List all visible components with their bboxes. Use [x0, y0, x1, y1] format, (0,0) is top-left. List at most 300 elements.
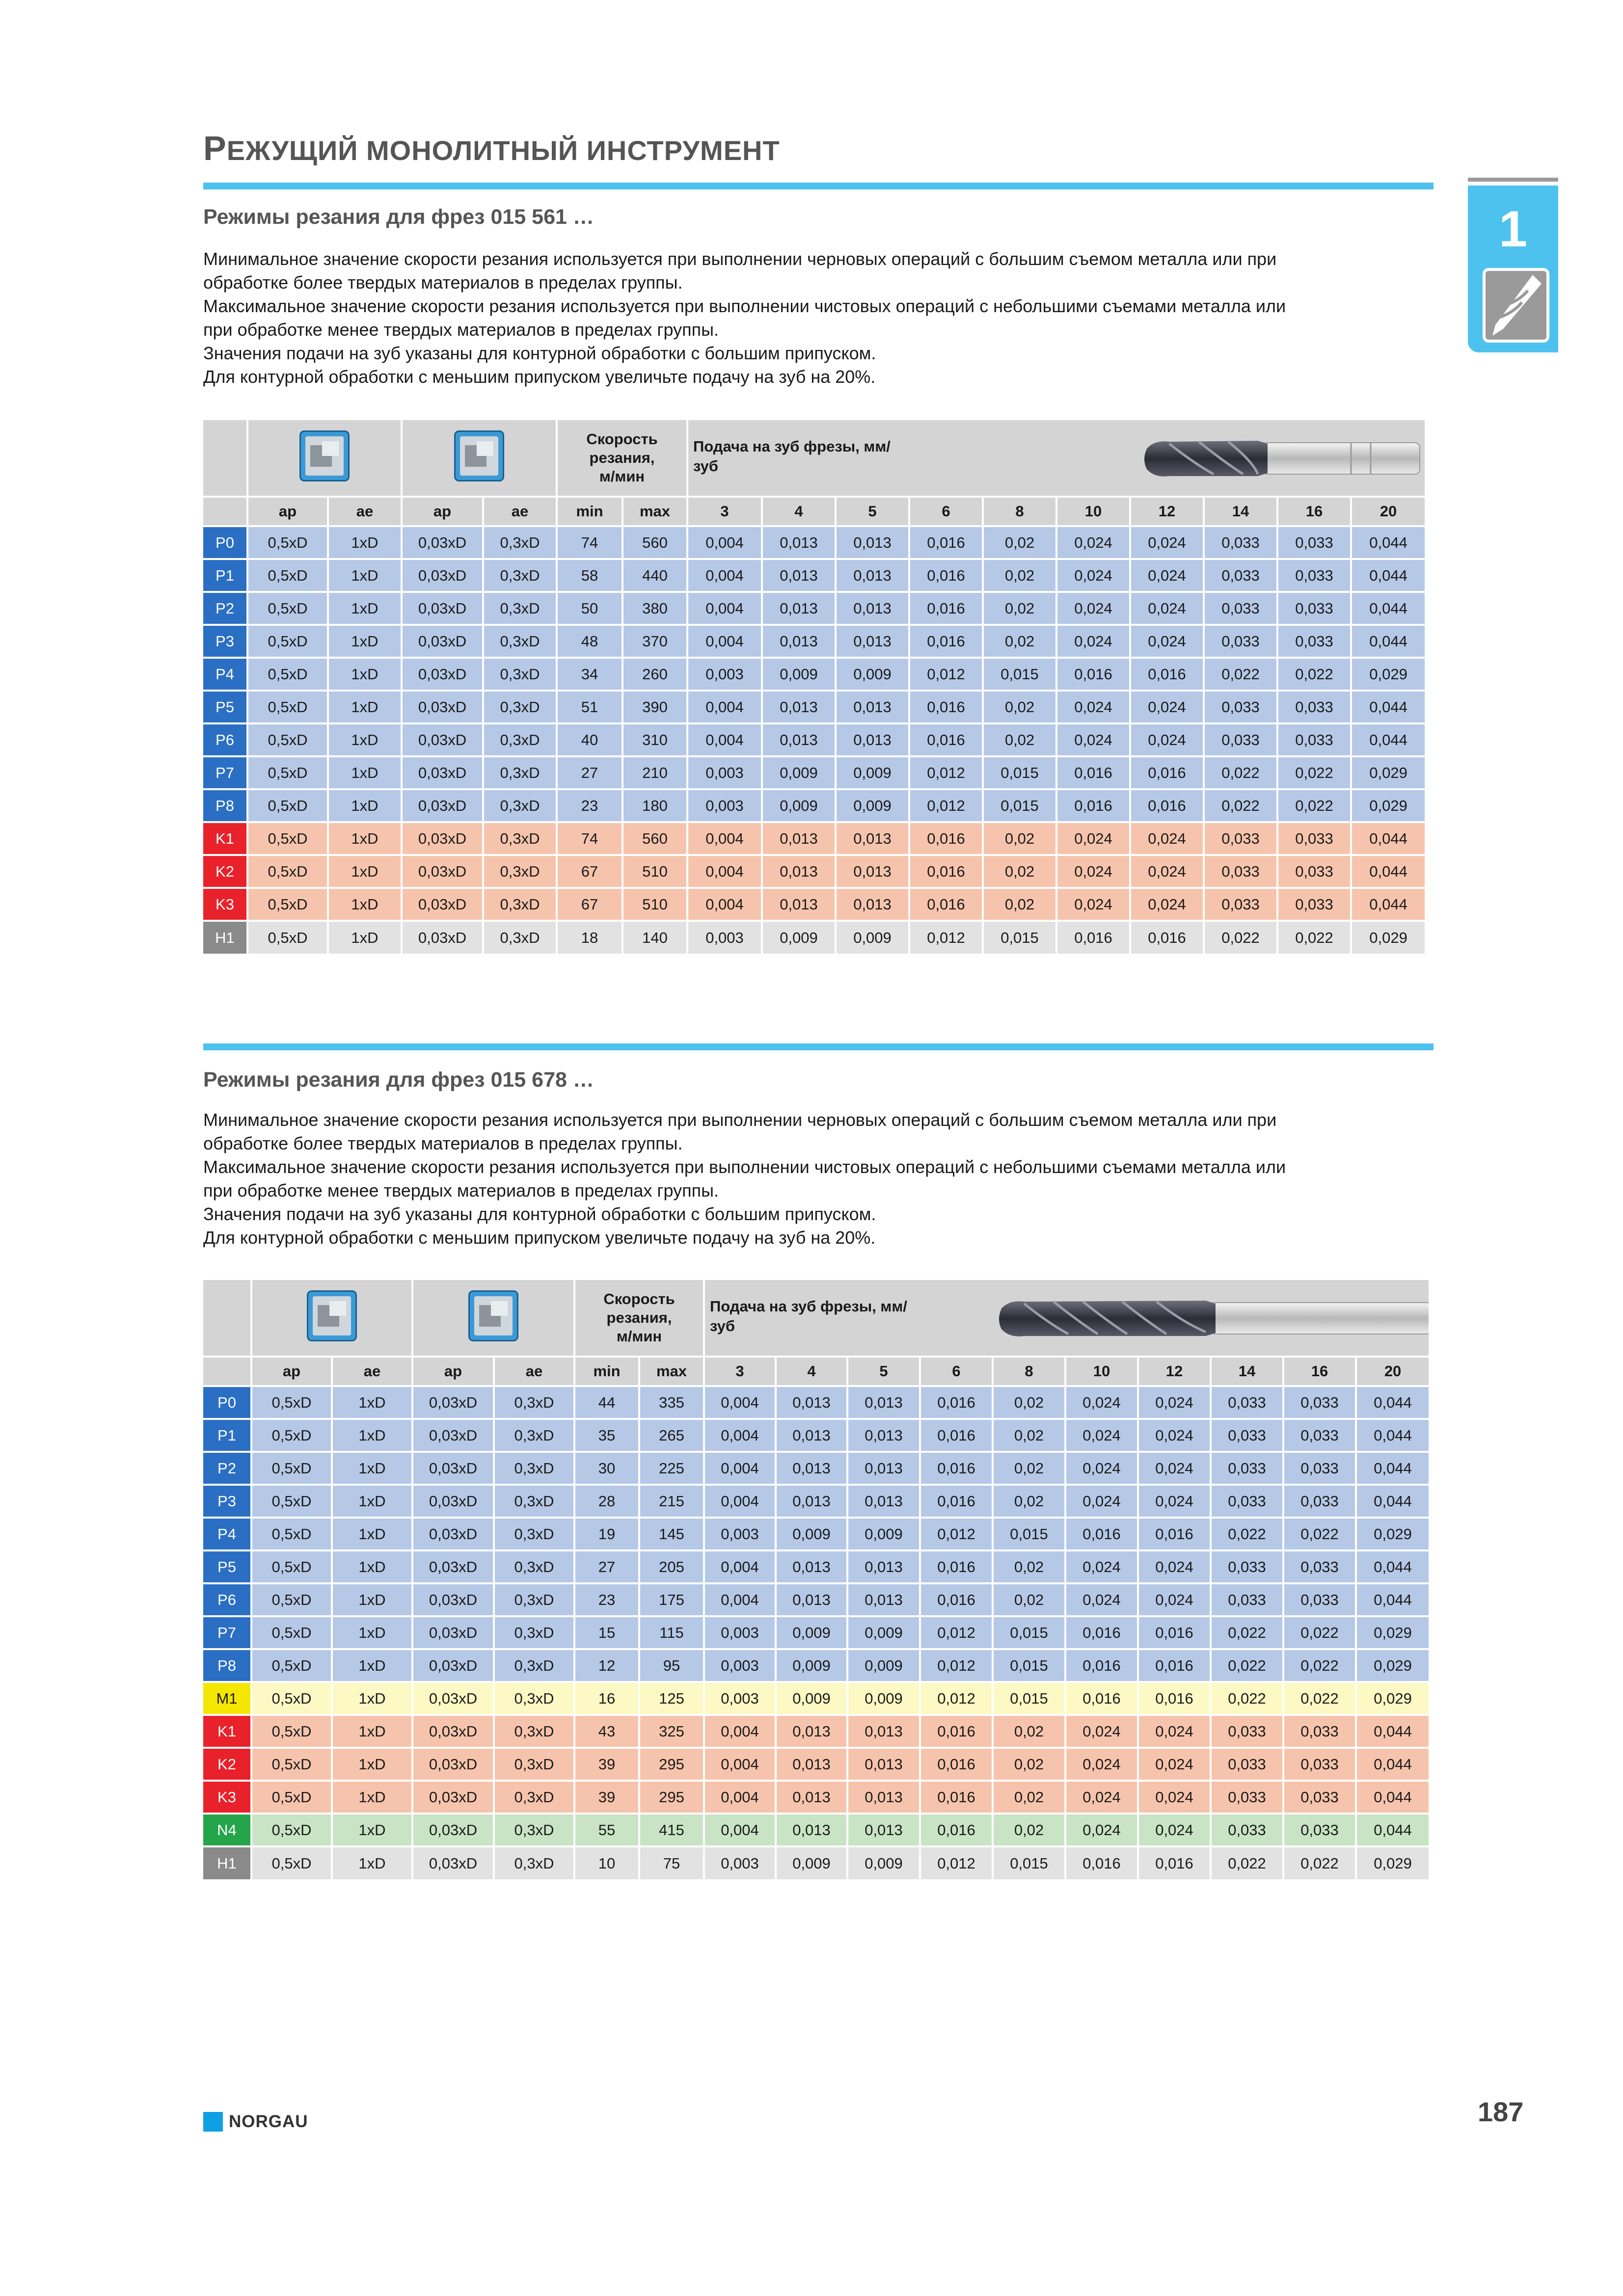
- table-cell: 0,013: [776, 1814, 847, 1846]
- column-header: 6: [909, 497, 983, 526]
- table-cell: 55: [574, 1814, 639, 1846]
- table-cell: 0,044: [1356, 1419, 1429, 1452]
- table-cell: 0,03xD: [402, 592, 483, 625]
- table-cell: 0,03xD: [402, 921, 483, 954]
- table-cell: 0,022: [1204, 789, 1277, 822]
- table-cell: 0,015: [983, 921, 1056, 954]
- table-cell: 0,012: [920, 1518, 993, 1550]
- table-cell: 1xD: [332, 1419, 412, 1452]
- table-cell: 34: [557, 658, 622, 691]
- table-cell: 0,02: [983, 559, 1056, 592]
- table-cell: 0,013: [847, 1386, 920, 1419]
- table-cell: 0,013: [776, 1715, 847, 1748]
- side-milling-icon: [468, 1290, 518, 1341]
- table-cell: 0,024: [1065, 1452, 1138, 1485]
- table-cell: 0,033: [1283, 1485, 1356, 1518]
- table-cell: 180: [622, 789, 687, 822]
- table-cell: 0,044: [1351, 822, 1425, 855]
- table-cell: 0,013: [836, 855, 909, 888]
- table-cell: 74: [557, 526, 622, 559]
- table-cell: 0,5xD: [247, 756, 328, 789]
- table-cell: 0,016: [1130, 756, 1204, 789]
- table-cell: 0,033: [1204, 559, 1277, 592]
- table-cell: 0,004: [704, 1452, 776, 1485]
- table-row: [203, 1781, 1429, 1814]
- table-cell: 0,016: [909, 625, 983, 658]
- table-cell: 225: [639, 1452, 704, 1485]
- table-cell: 0,03xD: [402, 625, 483, 658]
- end-mill-icon: [995, 1289, 1429, 1348]
- table-cell: 0,016: [920, 1386, 993, 1419]
- table-cell: 0,03xD: [412, 1814, 494, 1846]
- table-cell: 0,016: [1130, 789, 1204, 822]
- table-cell: 325: [639, 1715, 704, 1748]
- table-cell: 0,024: [1138, 1814, 1211, 1846]
- table-cell: 0,5xD: [247, 723, 328, 756]
- table-cell: 0,02: [983, 592, 1056, 625]
- table-cell: 0,03xD: [412, 1748, 494, 1781]
- table-cell: 27: [557, 756, 622, 789]
- table-cell: 0,3xD: [483, 723, 557, 756]
- table-cell: 0,022: [1204, 921, 1277, 954]
- table-cell: 205: [639, 1550, 704, 1583]
- table-cell: 0,3xD: [483, 559, 557, 592]
- table-cell: 0,015: [993, 1518, 1065, 1550]
- table-cell: 0,016: [909, 822, 983, 855]
- norgau-logo-text: NORGAU: [229, 2112, 308, 2131]
- table-cell: 0,009: [847, 1518, 920, 1550]
- table-cell: 1xD: [332, 1682, 412, 1715]
- feed-header: Подача на зуб фрезы, мм/зуб: [704, 1280, 1429, 1357]
- column-header: 20: [1356, 1357, 1429, 1386]
- table-row: [203, 691, 1425, 723]
- table-cell: 0,5xD: [251, 1518, 332, 1550]
- table-cell: 0,3xD: [494, 1386, 574, 1419]
- column-header: 16: [1277, 497, 1351, 526]
- table-cell: 0,024: [1130, 526, 1204, 559]
- table-row: [203, 658, 1425, 691]
- slot-milling-icon-cell: [247, 420, 402, 497]
- table-cell: 0,5xD: [251, 1485, 332, 1518]
- table-cell: 1xD: [332, 1485, 412, 1518]
- table-cell: 0,012: [909, 756, 983, 789]
- table-cell: 16: [574, 1682, 639, 1715]
- table-cell: 0,033: [1277, 723, 1351, 756]
- table-cell: 0,033: [1211, 1814, 1283, 1846]
- table-cell: 0,013: [776, 1485, 847, 1518]
- table-cell: 0,015: [983, 789, 1056, 822]
- table-cell: 0,003: [687, 658, 762, 691]
- table-cell: 0,5xD: [247, 658, 328, 691]
- table-cell: 0,044: [1356, 1715, 1429, 1748]
- table-cell: 0,009: [847, 1649, 920, 1682]
- table-cell: 0,3xD: [494, 1616, 574, 1649]
- table-cell: 0,004: [687, 625, 762, 658]
- table-cell: 0,02: [993, 1715, 1065, 1748]
- table-cell: 0,024: [1056, 526, 1130, 559]
- table-cell: 0,029: [1351, 658, 1425, 691]
- table-cell: 0,02: [983, 822, 1056, 855]
- table-cell: 0,022: [1211, 1649, 1283, 1682]
- table-row: [203, 1846, 1429, 1879]
- material-code: P3: [203, 625, 247, 658]
- table-cell: 0,033: [1277, 625, 1351, 658]
- table-cell: 0,03xD: [412, 1846, 494, 1879]
- table-cell: 0,033: [1283, 1386, 1356, 1419]
- table-cell: 0,024: [1056, 592, 1130, 625]
- table-cell: 0,004: [704, 1814, 776, 1846]
- table-cell: 0,013: [836, 822, 909, 855]
- table-cell: 0,024: [1138, 1583, 1211, 1616]
- table-cell: 0,022: [1283, 1518, 1356, 1550]
- table-cell: 0,3xD: [483, 789, 557, 822]
- table-cell: 0,03xD: [402, 822, 483, 855]
- table-cell: 0,024: [1138, 1485, 1211, 1518]
- table-row: [203, 1485, 1429, 1518]
- table-cell: 1xD: [332, 1452, 412, 1485]
- table-cell: 0,015: [993, 1649, 1065, 1682]
- table-cell: 265: [639, 1419, 704, 1452]
- table-cell: 0,015: [993, 1682, 1065, 1715]
- table-cell: 0,03xD: [402, 691, 483, 723]
- table-cell: 0,024: [1138, 1781, 1211, 1814]
- table-cell: 0,3xD: [483, 625, 557, 658]
- table-cell: 0,024: [1138, 1419, 1211, 1452]
- table-cell: 0,009: [776, 1846, 847, 1879]
- table-cell: 0,03xD: [402, 559, 483, 592]
- table-cell: 0,029: [1351, 756, 1425, 789]
- column-header: ae: [328, 497, 402, 526]
- table-cell: 1xD: [332, 1518, 412, 1550]
- table-cell: 0,024: [1065, 1583, 1138, 1616]
- material-code: K3: [203, 1781, 251, 1814]
- table-cell: 0,02: [993, 1550, 1065, 1583]
- table-cell: 50: [557, 592, 622, 625]
- table-cell: 0,016: [1065, 1649, 1138, 1682]
- table-cell: 0,003: [687, 789, 762, 822]
- table-cell: 0,022: [1211, 1518, 1283, 1550]
- table-cell: 0,016: [1065, 1518, 1138, 1550]
- material-code: H1: [203, 1846, 251, 1879]
- table-cell: 0,024: [1056, 822, 1130, 855]
- table-row: [203, 756, 1425, 789]
- table-cell: 0,022: [1277, 658, 1351, 691]
- table-cell: 0,013: [776, 1781, 847, 1814]
- table-cell: 0,033: [1211, 1748, 1283, 1781]
- table-cell: 0,012: [920, 1649, 993, 1682]
- table-cell: 0,02: [993, 1485, 1065, 1518]
- table-cell: 0,5xD: [247, 625, 328, 658]
- table-cell: 43: [574, 1715, 639, 1748]
- column-header: max: [622, 497, 687, 526]
- table-cell: 0,03xD: [412, 1616, 494, 1649]
- table-cell: 0,3xD: [483, 822, 557, 855]
- table-cell: 0,02: [983, 888, 1056, 921]
- table-cell: 0,024: [1056, 855, 1130, 888]
- table-cell: 0,016: [1056, 789, 1130, 822]
- table-cell: 0,024: [1130, 888, 1204, 921]
- table-cell: 0,044: [1351, 559, 1425, 592]
- side-milling-icon: [454, 430, 504, 481]
- table-cell: 0,004: [704, 1550, 776, 1583]
- table-cell: 0,044: [1356, 1814, 1429, 1846]
- section-1-title: Режимы резания для фрез 015 561 …: [203, 205, 594, 229]
- material-code: K1: [203, 822, 247, 855]
- table-cell: 0,03xD: [412, 1452, 494, 1485]
- table-cell: 140: [622, 921, 687, 954]
- table-cell: 0,016: [1065, 1846, 1138, 1879]
- material-code: H1: [203, 921, 247, 954]
- table-cell: 0,3xD: [494, 1518, 574, 1550]
- norgau-logo-mark: [203, 2112, 223, 2132]
- table-cell: 0,013: [847, 1550, 920, 1583]
- table-cell: 0,03xD: [402, 789, 483, 822]
- table-cell: 0,009: [776, 1518, 847, 1550]
- table-cell: 0,02: [993, 1748, 1065, 1781]
- table-cell: 0,013: [762, 559, 836, 592]
- material-code: P6: [203, 1583, 251, 1616]
- table-cell: 0,03xD: [412, 1583, 494, 1616]
- table-cell: 0,024: [1065, 1485, 1138, 1518]
- table-cell: 1xD: [328, 592, 402, 625]
- table-cell: 0,016: [1138, 1846, 1211, 1879]
- table-cell: 0,03xD: [412, 1386, 494, 1419]
- table-cell: 0,013: [847, 1419, 920, 1452]
- table-cell: 1xD: [328, 789, 402, 822]
- table-cell: 0,3xD: [483, 526, 557, 559]
- page-number: 187: [1478, 2096, 1524, 2127]
- table-cell: 0,029: [1356, 1682, 1429, 1715]
- table-cell: 39: [574, 1748, 639, 1781]
- table-cell: 0,009: [776, 1616, 847, 1649]
- table-cell: 0,033: [1283, 1583, 1356, 1616]
- table-cell: 0,024: [1065, 1781, 1138, 1814]
- table-cell: 0,044: [1356, 1485, 1429, 1518]
- column-header: 4: [762, 497, 836, 526]
- table-cell: 0,022: [1204, 658, 1277, 691]
- feed-header: Подача на зуб фрезы, мм/зуб: [687, 420, 1425, 497]
- table-cell: 0,024: [1138, 1452, 1211, 1485]
- table-cell: 0,044: [1351, 625, 1425, 658]
- table-cell: 0,044: [1356, 1781, 1429, 1814]
- material-code: P2: [203, 1452, 251, 1485]
- table-cell: 0,3xD: [494, 1748, 574, 1781]
- table-cell: 0,003: [704, 1616, 776, 1649]
- table-cell: 0,013: [762, 723, 836, 756]
- table-cell: 0,009: [836, 921, 909, 954]
- table-cell: 0,016: [1056, 756, 1130, 789]
- table-cell: 0,022: [1277, 921, 1351, 954]
- page-title: РЕЖУЩИЙ МОНОЛИТНЫЙ ИНСТРУМЕНТ: [203, 129, 780, 167]
- table-cell: 0,044: [1351, 888, 1425, 921]
- column-header: ap: [251, 1357, 332, 1386]
- table-cell: 0,3xD: [494, 1550, 574, 1583]
- table-cell: 0,5xD: [247, 789, 328, 822]
- table-cell: 0,004: [687, 592, 762, 625]
- column-header: ae: [494, 1357, 574, 1386]
- table-cell: 0,02: [983, 625, 1056, 658]
- table-cell: 0,033: [1277, 691, 1351, 723]
- table-cell: 15: [574, 1616, 639, 1649]
- table-cell: 0,5xD: [251, 1616, 332, 1649]
- table-cell: 0,5xD: [247, 822, 328, 855]
- table-cell: 0,03xD: [412, 1781, 494, 1814]
- table-cell: 0,03xD: [402, 526, 483, 559]
- table-cell: 0,004: [704, 1583, 776, 1616]
- table-cell: 0,016: [920, 1781, 993, 1814]
- table-cell: 0,013: [847, 1781, 920, 1814]
- table-cell: 0,024: [1138, 1386, 1211, 1419]
- table-cell: 0,3xD: [483, 691, 557, 723]
- side-milling-icon-cell: [412, 1280, 574, 1357]
- table-cell: 0,044: [1356, 1452, 1429, 1485]
- table-cell: 0,024: [1065, 1814, 1138, 1846]
- table-cell: 0,015: [993, 1616, 1065, 1649]
- table-cell: 0,3xD: [494, 1715, 574, 1748]
- table-cell: 0,033: [1211, 1550, 1283, 1583]
- table-cell: 1xD: [328, 559, 402, 592]
- table-cell: 0,013: [762, 888, 836, 921]
- table-cell: 0,03xD: [412, 1485, 494, 1518]
- table-cell: 35: [574, 1419, 639, 1452]
- table-cell: 1xD: [328, 756, 402, 789]
- section-2-title: Режимы резания для фрез 015 678 …: [203, 1068, 594, 1092]
- table-cell: 0,016: [909, 855, 983, 888]
- material-code: P0: [203, 1386, 251, 1419]
- table-cell: 0,013: [847, 1748, 920, 1781]
- table-row: [203, 789, 1425, 822]
- table-cell: 95: [639, 1649, 704, 1682]
- table-cell: 18: [557, 921, 622, 954]
- table-cell: 0,024: [1065, 1386, 1138, 1419]
- table-cell: 0,016: [1065, 1682, 1138, 1715]
- table-cell: 0,5xD: [251, 1649, 332, 1682]
- table-cell: 0,009: [762, 658, 836, 691]
- table-cell: 0,004: [687, 559, 762, 592]
- table-cell: 0,004: [704, 1485, 776, 1518]
- table-cell: 0,016: [1130, 921, 1204, 954]
- table-cell: 0,044: [1356, 1583, 1429, 1616]
- table-cell: 0,016: [1056, 658, 1130, 691]
- table-cell: 0,5xD: [251, 1682, 332, 1715]
- material-code: K2: [203, 1748, 251, 1781]
- cutting-data-table: [203, 1280, 1429, 1879]
- table-cell: 0,044: [1351, 691, 1425, 723]
- title-rule: [203, 183, 1434, 189]
- table-cell: 0,03xD: [402, 723, 483, 756]
- table-cell: 30: [574, 1452, 639, 1485]
- table-cell: 380: [622, 592, 687, 625]
- table-cell: 0,044: [1356, 1386, 1429, 1419]
- column-header: 20: [1351, 497, 1425, 526]
- table-cell: 0,044: [1351, 526, 1425, 559]
- table-cell: 0,03xD: [412, 1715, 494, 1748]
- table-cell: 0,022: [1277, 756, 1351, 789]
- table-cell: 1xD: [328, 691, 402, 723]
- table-cell: 0,004: [687, 888, 762, 921]
- table-cell: 0,029: [1356, 1846, 1429, 1879]
- table-cell: 0,033: [1277, 526, 1351, 559]
- table-row: [203, 855, 1425, 888]
- table-cell: 0,5xD: [247, 592, 328, 625]
- table-cell: 0,03xD: [412, 1550, 494, 1583]
- table-cell: 0,009: [847, 1846, 920, 1879]
- table-cell: 0,033: [1204, 822, 1277, 855]
- table-row: [203, 592, 1425, 625]
- table-cell: 0,013: [762, 855, 836, 888]
- table-cell: 0,024: [1138, 1715, 1211, 1748]
- table-cell: 0,012: [909, 921, 983, 954]
- column-header: 10: [1056, 497, 1130, 526]
- table-cell: 0,022: [1204, 756, 1277, 789]
- table-cell: 0,022: [1283, 1616, 1356, 1649]
- table-cell: 0,016: [909, 592, 983, 625]
- table-cell: 0,016: [909, 888, 983, 921]
- table-cell: 0,013: [836, 592, 909, 625]
- table-cell: 0,033: [1204, 723, 1277, 756]
- table-cell: 0,009: [836, 756, 909, 789]
- table-cell: 0,013: [762, 691, 836, 723]
- table-cell: 0,004: [687, 526, 762, 559]
- table-cell: 145: [639, 1518, 704, 1550]
- column-header: max: [639, 1357, 704, 1386]
- column-header: ap: [402, 497, 483, 526]
- column-header: 12: [1138, 1357, 1211, 1386]
- material-code: P3: [203, 1485, 251, 1518]
- corner-sub-cell: [203, 1357, 251, 1386]
- table-cell: 125: [639, 1682, 704, 1715]
- table-cell: 0,033: [1211, 1715, 1283, 1748]
- table-cell: 0,013: [847, 1452, 920, 1485]
- material-code: P1: [203, 559, 247, 592]
- table-cell: 51: [557, 691, 622, 723]
- table-cell: 0,3xD: [494, 1814, 574, 1846]
- material-code: P0: [203, 526, 247, 559]
- table-row: [203, 921, 1425, 954]
- table-cell: 0,033: [1283, 1452, 1356, 1485]
- slot-milling-icon: [299, 430, 350, 481]
- table-cell: 0,013: [836, 559, 909, 592]
- table-cell: 0,5xD: [251, 1748, 332, 1781]
- table-cell: 1xD: [332, 1715, 412, 1748]
- corner-cell: [203, 420, 247, 497]
- table-cell: 0,016: [1138, 1682, 1211, 1715]
- column-header: 3: [704, 1357, 776, 1386]
- table-cell: 0,009: [847, 1682, 920, 1715]
- table-cell: 0,02: [983, 723, 1056, 756]
- table-cell: 1xD: [328, 921, 402, 954]
- column-header: 5: [836, 497, 909, 526]
- table-cell: 0,013: [762, 625, 836, 658]
- table-cell: 0,5xD: [247, 559, 328, 592]
- table-cell: 260: [622, 658, 687, 691]
- end-mill-icon: [1140, 429, 1425, 488]
- table-row: [203, 1452, 1429, 1485]
- table-cell: 0,033: [1204, 592, 1277, 625]
- table-cell: 0,029: [1351, 921, 1425, 954]
- table-cell: 0,02: [993, 1452, 1065, 1485]
- table-cell: 0,009: [836, 789, 909, 822]
- table-cell: 0,003: [704, 1682, 776, 1715]
- table-cell: 210: [622, 756, 687, 789]
- table-cell: 0,004: [704, 1748, 776, 1781]
- table-cell: 0,033: [1283, 1814, 1356, 1846]
- table-cell: 215: [639, 1485, 704, 1518]
- table-cell: 0,012: [920, 1616, 993, 1649]
- table-cell: 0,013: [776, 1583, 847, 1616]
- column-header: 6: [920, 1357, 993, 1386]
- material-code: P6: [203, 723, 247, 756]
